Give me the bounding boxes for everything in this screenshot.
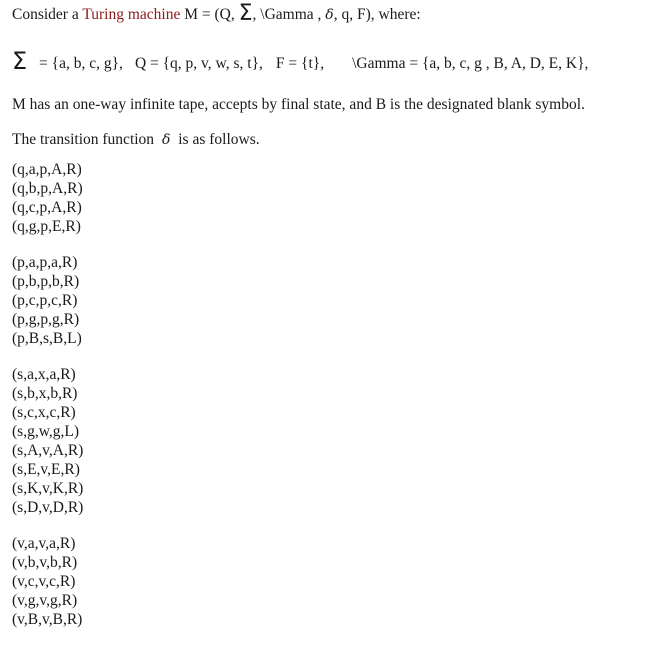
transition-rule: (p,g,p,g,R) <box>12 311 80 328</box>
sigma-symbol-large: Σ <box>12 47 28 75</box>
transition-rule: (q,c,p,A,R) <box>12 199 82 216</box>
intro-after-sigma: , \Gamma , <box>252 6 326 23</box>
turing-machine-link[interactable]: Turing machine <box>82 6 181 23</box>
transition-group-p <box>12 253 83 348</box>
transition-rule: (s,E,v,E,R) <box>12 461 80 478</box>
transition-intro-before: The transition function <box>12 131 158 148</box>
intro-line <box>12 1 421 26</box>
transition-rule: (v,b,v,b,R) <box>12 554 78 571</box>
definitions-line <box>12 47 589 75</box>
transition-group-q <box>12 160 83 236</box>
intro-after-link: M = (Q, <box>180 6 239 23</box>
transition-rule: (s,K,v,K,R) <box>12 480 84 497</box>
transition-rule: (p,c,p,c,R) <box>12 292 78 309</box>
transition-rule: (s,A,v,A,R) <box>12 442 84 459</box>
transition-rule: (s,b,x,b,R) <box>12 385 78 402</box>
transition-intro-after: is as follows. <box>174 131 260 148</box>
transition-rule: (s,g,w,g,L) <box>12 423 80 440</box>
q-definition: Q = {q, p, v, w, s, t}, <box>134 55 263 72</box>
transition-rule: (v,B,v,B,R) <box>12 611 83 628</box>
sigma-symbol: Σ <box>238 1 253 26</box>
intro-tail: , q, F), where: <box>333 6 421 23</box>
transition-rule: (v,a,v,a,R) <box>12 535 76 552</box>
transition-intro <box>12 131 260 149</box>
gamma-definition: \Gamma = {a, b, c, g , B, A, D, E, K}, <box>352 55 589 72</box>
transition-rule: (s,c,x,c,R) <box>12 404 76 421</box>
transition-rule: (s,D,v,D,R) <box>12 499 84 516</box>
transition-rule: (p,B,s,B,L) <box>12 330 82 347</box>
tape-note: M has an one-way infinite tape, accepts by final state, and B is the designated blank symbol. <box>12 96 585 113</box>
transition-rule: (s,a,x,a,R) <box>12 366 76 383</box>
delta-symbol-transition: δ <box>161 132 171 148</box>
transition-rule: (q,a,p,A,R) <box>12 161 82 178</box>
transition-rule: (p,b,p,b,R) <box>12 273 80 290</box>
transition-rule: (q,g,p,E,R) <box>12 218 81 235</box>
transition-rule: (p,a,p,a,R) <box>12 254 78 271</box>
transition-rule: (v,c,v,c,R) <box>12 573 76 590</box>
transition-group-v <box>12 534 83 629</box>
sigma-definition: = {a, b, c, g}, <box>35 55 123 72</box>
intro-prefix: Consider a <box>12 6 83 23</box>
f-definition: F = {t}, <box>275 55 325 72</box>
transition-rule: (q,b,p,A,R) <box>12 180 83 197</box>
delta-symbol: δ <box>325 7 334 23</box>
transition-group-s <box>12 365 83 517</box>
transition-list <box>12 160 83 629</box>
transition-rule: (v,g,v,g,R) <box>12 592 78 609</box>
